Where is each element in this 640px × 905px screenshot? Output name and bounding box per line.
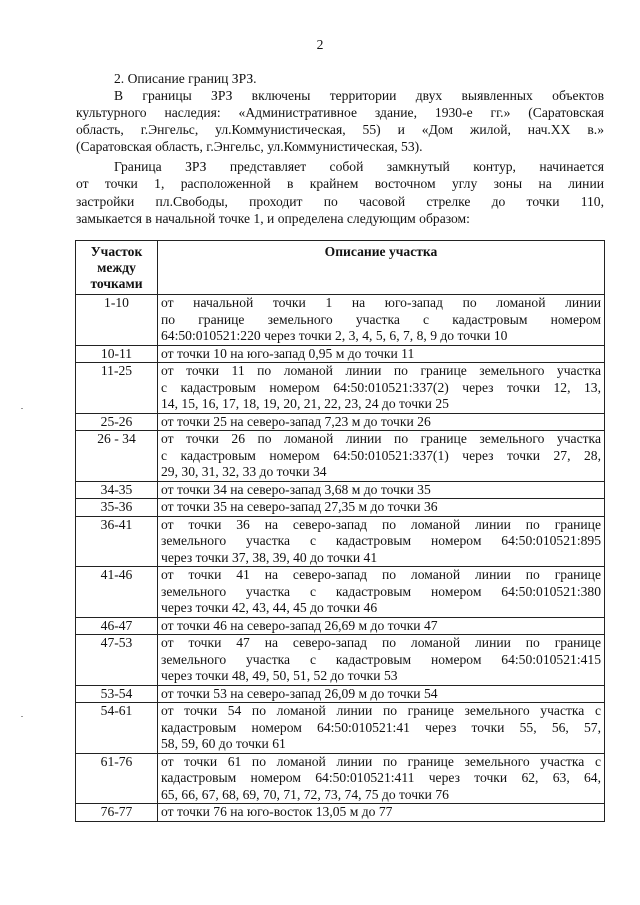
table-row [76,499,605,517]
description-cell [158,753,605,804]
description-line: от точки 46 на северо-запад 26,69 м до точки 47 [161,617,438,633]
table-row [76,567,605,618]
description-line: по границе земельного участка с кадастровым номером [161,311,601,327]
paragraph-line: от точки 1, расположенной в крайнем восточном углу зоны на линии [76,176,604,191]
description-line: от точки 61 по ломаной линии по границе земельного участка с [161,753,601,769]
description-line: кадастровым номером 64:50:010521:411 через точки 62, 63, 64, [161,770,601,785]
paragraph-line: (Саратовская область, г.Энгельс, ул.Коммунистическая, 53). [76,139,423,154]
description-line: от точки 11 по ломаной линии по границе земельного участка [161,363,601,378]
description-line: от точки 36 на северо-запад по ломаной линии по границе [161,516,601,532]
description-line: 65, 66, 67, 68, 69, 70, 71, 72, 73, 74, 75 до точки 76 [161,786,449,802]
table-row [76,295,605,346]
description-line: от точки 54 по ломаной линии по границе земельного участка с [161,703,601,718]
paragraph-line: В границы ЗРЗ включены территории двух выявленных объектов [114,88,604,103]
description-line: от точки 76 на юго-восток 13,05 м до 77 [161,804,393,819]
margin-mark [21,716,23,717]
description-cell [158,703,605,754]
header-segment-line: Участок [90,244,143,259]
description-cell [158,363,605,414]
table-row [76,804,605,822]
description-line: кадастровым номером 64:50:010521:41 через точки 55, 56, 57, [161,719,601,735]
boundary-table [75,240,605,822]
paragraph-line: застройки пл.Свободы, проходит по часовой стрелке до точки 110, [76,194,604,209]
section-heading: 2. Описание границ ЗРЗ. [114,71,257,86]
description-line: с кадастровым номером 64:50:010521:337(2) через точки 12, 13, [161,379,601,395]
table-row [76,431,605,482]
segment-cell: 11-25 [76,363,158,414]
paragraph-line: замыкается в начальной точке 1, и определена следующим образом: [76,211,470,226]
description-cell [158,685,605,703]
segment-cell: 34-35 [76,481,158,499]
paragraph-line: Граница ЗРЗ представляет собой замкнутый контур, начинается [114,159,604,174]
description-cell [158,413,605,431]
description-line: через точки 42, 43, 44, 45 до точки 46 [161,600,378,615]
description-cell [158,567,605,618]
segment-cell: 36-41 [76,516,158,567]
description-cell [158,804,605,822]
segment-cell: 53-54 [76,685,158,703]
description-line: от точки 41 на северо-запад по ломаной линии по границе [161,567,601,582]
description-line: 64:50:010521:220 через точки 2, 3, 4, 5, 6, 7, 8, 9 до точки 10 [161,328,508,343]
description-cell [158,635,605,686]
segment-cell: 26 - 34 [76,431,158,482]
table-row [76,685,605,703]
description-line: от точки 34 на северо-запад 3,68 м до точки 35 [161,481,431,497]
description-line: от точки 47 на северо-запад по ломаной линии по границе [161,635,601,650]
table-row [76,413,605,431]
table-row [76,703,605,754]
table-row [76,617,605,635]
table-row [76,345,605,363]
margin-mark [21,408,23,409]
description-line: от точки 35 на северо-запад 27,35 м до точки 36 [161,499,438,514]
table-row [76,363,605,414]
table-row [76,753,605,804]
description-line: от начальной точки 1 на юго-запад по ломаной линии [161,295,601,310]
description-cell [158,516,605,567]
description-line: от точки 26 по ломаной линии по границе земельного участка [161,431,601,446]
header-description: Описание участка [158,241,605,295]
description-line: 58, 59, 60 до точки 61 [161,736,286,751]
table-header-row [76,241,605,295]
description-cell [158,345,605,363]
description-line: от точки 10 на юго-запад 0,95 м до точки 11 [161,345,415,361]
description-line: 29, 30, 31, 32, 33 до точки 34 [161,464,327,479]
segment-cell: 76-77 [76,804,158,822]
description-line: земельного участка с кадастровым номером 64:50:010521:380 [161,583,601,599]
description-cell [158,499,605,517]
description-line: от точки 53 на северо-запад 26,09 м до точки 54 [161,685,438,701]
description-cell [158,431,605,482]
segment-cell: 46-47 [76,617,158,635]
description-line: с кадастровым номером 64:50:010521:337(1) через точки 27, 28, [161,447,601,463]
segment-cell: 10-11 [76,345,158,363]
header-segment [76,241,158,295]
description-cell [158,481,605,499]
description-cell [158,617,605,635]
description-line: земельного участка с кадастровым номером 64:50:010521:895 [161,533,601,548]
description-line: 14, 15, 16, 17, 18, 19, 20, 21, 22, 23, 24 до точки 25 [161,396,449,411]
segment-cell: 47-53 [76,635,158,686]
description-line: от точки 25 на северо-запад 7,23 м до точки 26 [161,413,431,429]
paragraph-line: область, г.Энгельс, ул.Коммунистическая, 55) и «Дом жилой, нач.XX в.» [76,122,604,137]
segment-cell: 41-46 [76,567,158,618]
header-segment-line: точками [90,276,143,291]
description-line: через точки 48, 49, 50, 51, 52 до точки 53 [161,668,398,683]
description-line: через точки 37, 38, 39, 40 до точки 41 [161,549,378,565]
table-row [76,516,605,567]
segment-cell: 35-36 [76,499,158,517]
table-row [76,635,605,686]
paragraph-line: культурного наследия: «Административное здание, 1930-е гг.» (Саратовская [76,105,604,120]
description-cell [158,295,605,346]
segment-cell: 54-61 [76,703,158,754]
description-line: земельного участка с кадастровым номером 64:50:010521:415 [161,651,601,667]
header-segment-line: между [97,260,136,275]
segment-cell: 25-26 [76,413,158,431]
table-row [76,481,605,499]
segment-cell: 61-76 [76,753,158,804]
segment-cell: 1-10 [76,295,158,346]
page-number: 2 [316,37,324,52]
